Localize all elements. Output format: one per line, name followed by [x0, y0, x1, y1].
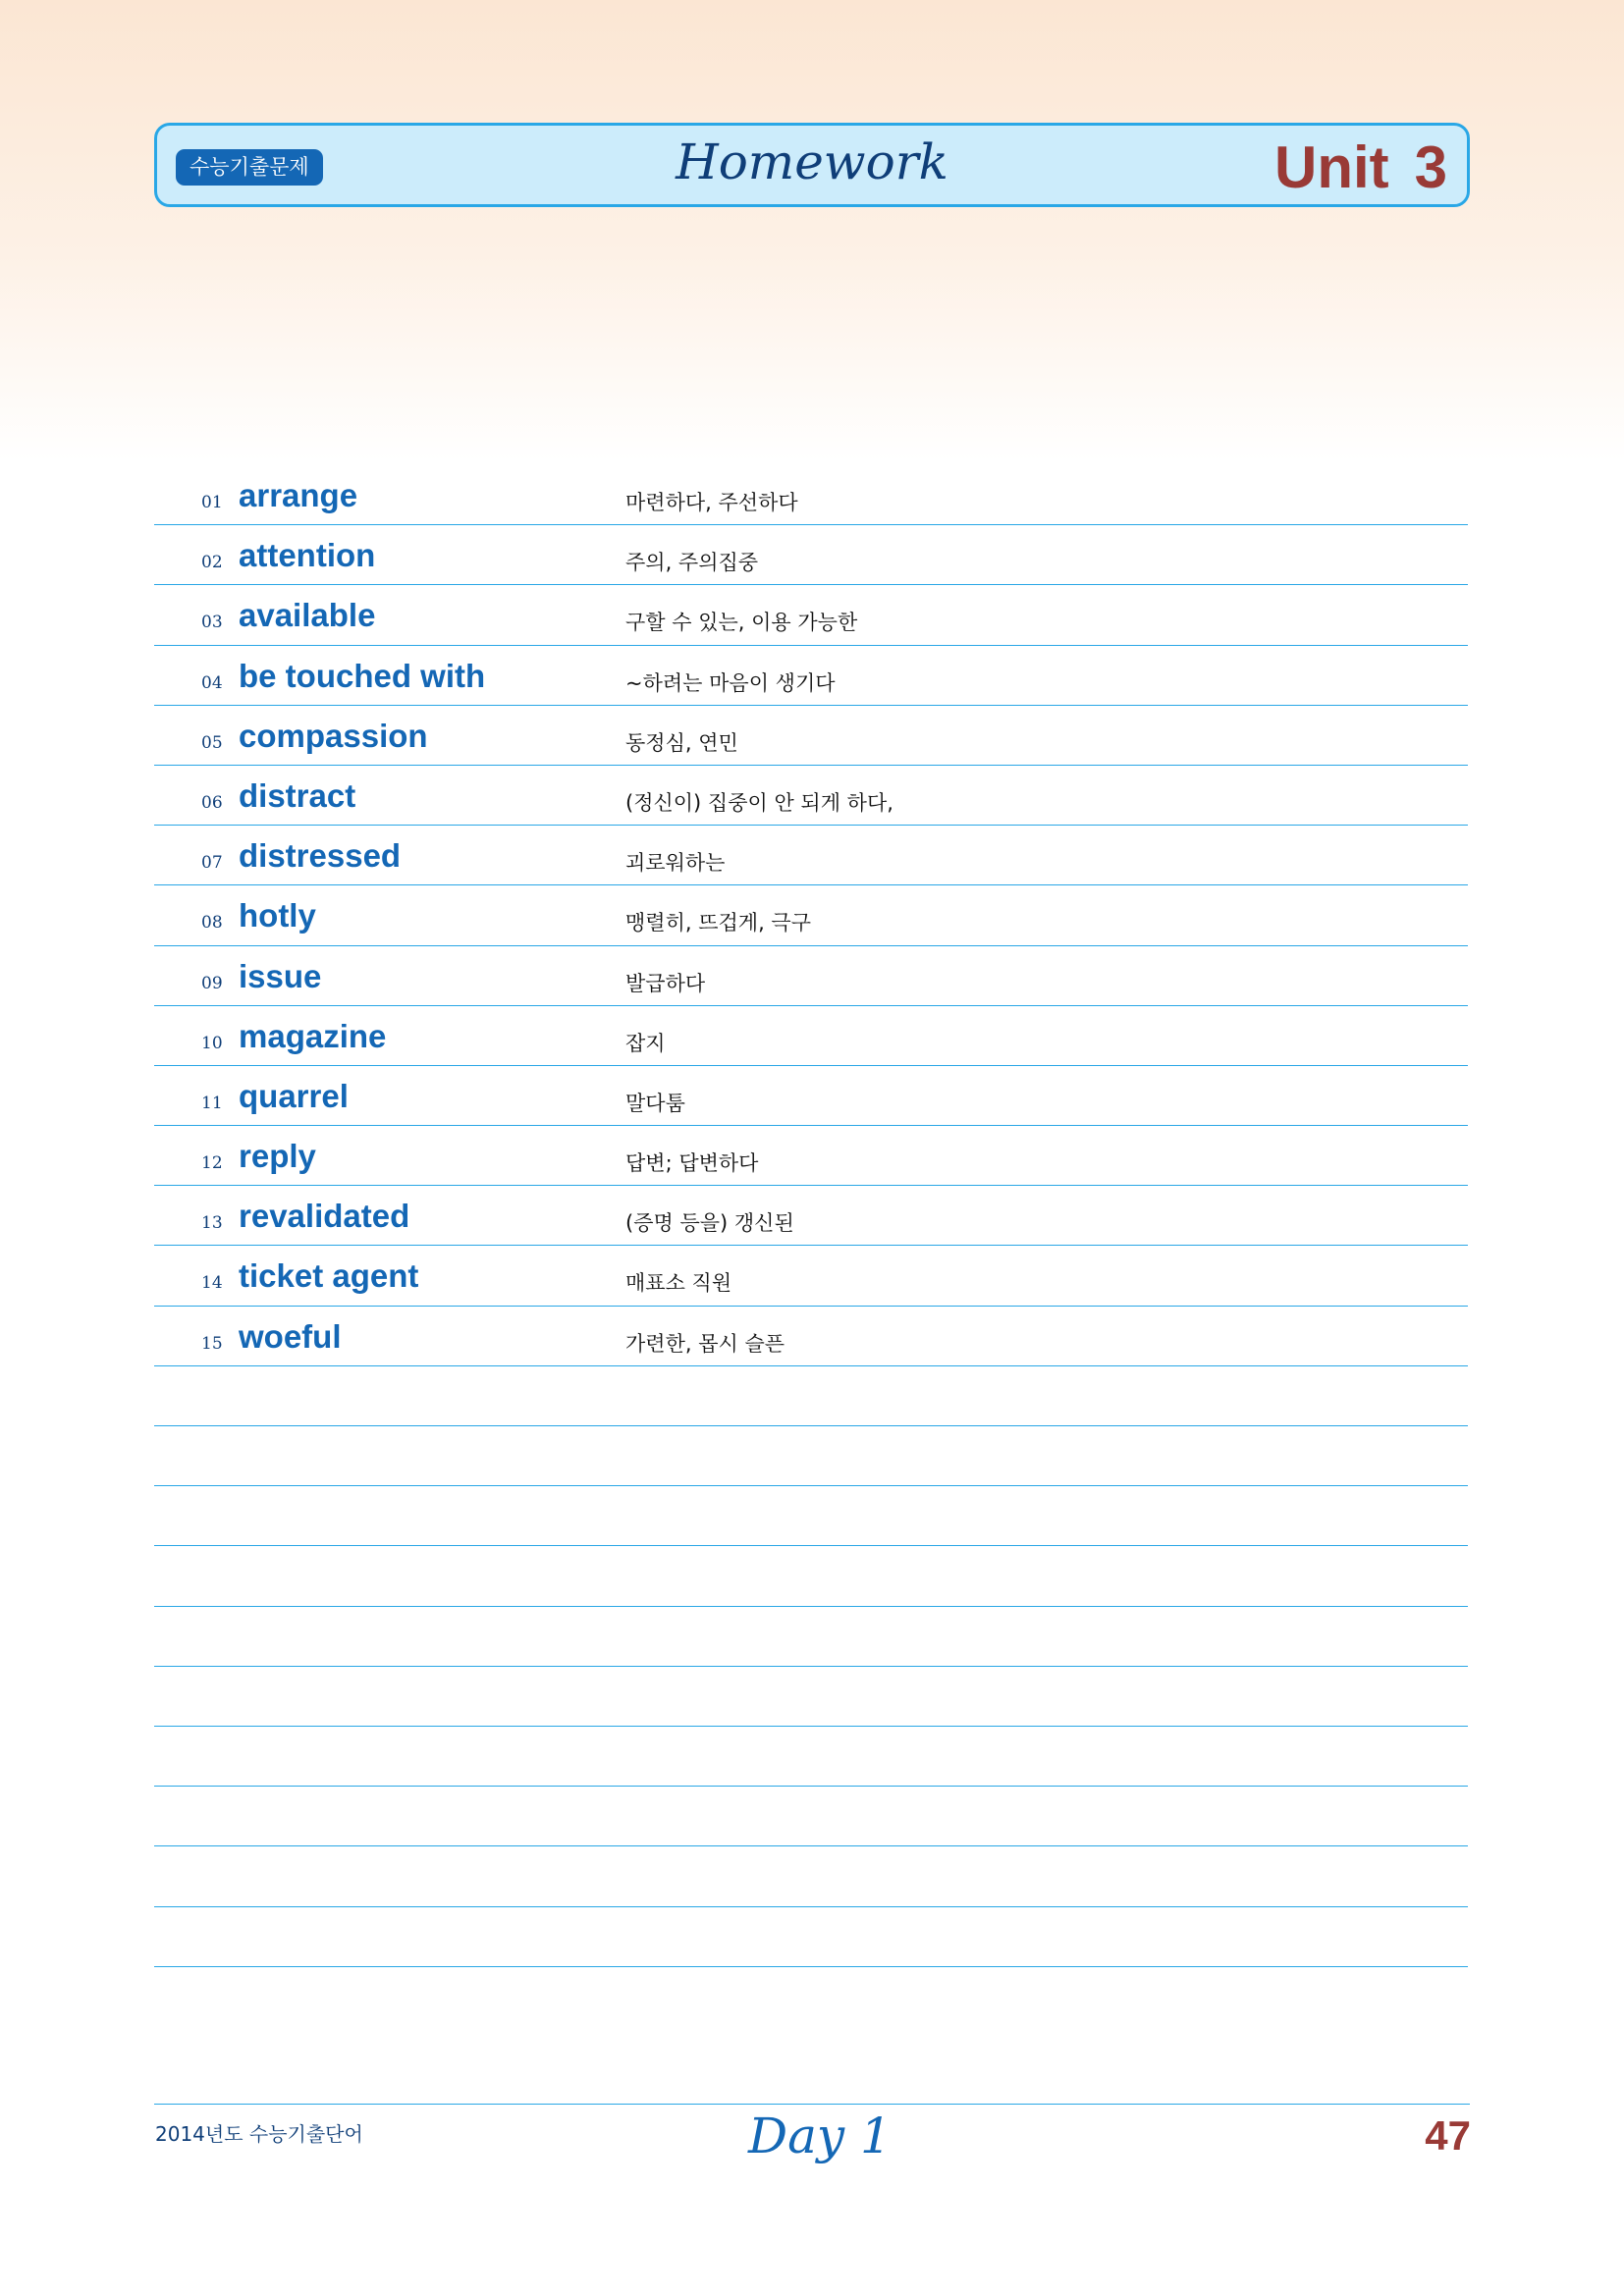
- vocab-word: attention: [239, 537, 376, 574]
- vocab-row: [154, 885, 1468, 945]
- vocab-word: magazine: [239, 1017, 387, 1054]
- vocab-word: available: [239, 597, 376, 634]
- vocab-word: distressed: [239, 837, 402, 875]
- vocab-meaning: (증명 등을) 갱신된: [625, 1211, 794, 1236]
- vocab-meaning: ~하려는 마음이 생기다: [625, 670, 836, 695]
- vocab-row: [154, 1307, 1468, 1366]
- vocab-row: [154, 1246, 1468, 1306]
- item-number: 09: [201, 973, 223, 993]
- vocab-row: [154, 585, 1468, 645]
- vocab-word: arrange: [239, 477, 358, 513]
- vocab-word: distract: [239, 776, 356, 814]
- vocab-meaning: 답변; 답변하다: [625, 1151, 759, 1176]
- blank-row: [154, 1846, 1468, 1906]
- vocab-word: woeful: [239, 1317, 342, 1355]
- page-number: 47: [1425, 2112, 1471, 2159]
- vocab-word: revalidated: [239, 1198, 410, 1235]
- vocab-list: [154, 465, 1468, 1967]
- vocab-meaning: 괴로워하는: [625, 851, 726, 876]
- blank-row: [154, 1546, 1468, 1606]
- unit-label: [1274, 133, 1447, 201]
- vocab-meaning: 가련한, 몹시 슬픈: [625, 1331, 785, 1356]
- vocab-row: [154, 706, 1468, 766]
- blank-row: [154, 1667, 1468, 1727]
- blank-row: [154, 1607, 1468, 1667]
- item-number: 08: [201, 913, 223, 934]
- vocab-meaning: 발급하다: [625, 971, 706, 995]
- vocab-word: ticket agent: [239, 1257, 419, 1295]
- item-number: 11: [201, 1093, 223, 1113]
- unit-word: Unit: [1273, 134, 1389, 200]
- vocab-word: compassion: [239, 717, 428, 754]
- vocab-row: [154, 646, 1468, 706]
- item-number: 05: [201, 732, 223, 753]
- vocab-row: [154, 766, 1468, 826]
- vocab-word: hotly: [239, 897, 316, 934]
- vocab-row: [154, 1066, 1468, 1126]
- vocab-row: [154, 465, 1468, 525]
- item-number: 04: [201, 672, 223, 693]
- unit-number: 3: [1414, 134, 1447, 200]
- item-number: 12: [201, 1153, 223, 1174]
- vocab-meaning: 구할 수 있는, 이용 가능한: [625, 611, 858, 635]
- vocab-row: [154, 826, 1468, 885]
- vocab-meaning: 맹렬히, 뜨겁게, 극구: [625, 911, 811, 935]
- blank-row: [154, 1907, 1468, 1967]
- vocab-word: issue: [239, 957, 322, 994]
- item-number: 01: [201, 493, 223, 512]
- exam-badge: 수능기출문제: [176, 149, 323, 186]
- item-number: 02: [201, 553, 223, 573]
- vocab-meaning: 잡지: [625, 1031, 666, 1055]
- item-number: 06: [201, 792, 223, 813]
- vocab-row: [154, 1006, 1468, 1066]
- item-number: 14: [201, 1273, 223, 1294]
- blank-row: [154, 1787, 1468, 1846]
- vocab-meaning: 마련하다, 주선하다: [625, 491, 798, 514]
- vocab-meaning: 매표소 직원: [625, 1271, 732, 1296]
- vocab-row: [154, 1126, 1468, 1186]
- vocab-row: [154, 1186, 1468, 1246]
- blank-row: [154, 1366, 1468, 1426]
- footer-divider: [154, 2104, 1470, 2105]
- vocab-row: [154, 946, 1468, 1006]
- book-title: 2014년도 수능기출단어: [155, 2122, 363, 2146]
- vocab-meaning: (정신이) 집중이 안 되게 하다,: [625, 790, 893, 815]
- item-number: 15: [201, 1333, 223, 1354]
- vocab-meaning: 말다툼: [625, 1091, 685, 1115]
- blank-row: [154, 1426, 1468, 1486]
- vocab-word: reply: [239, 1138, 316, 1175]
- item-number: 07: [201, 853, 223, 874]
- vocab-word: be touched with: [239, 657, 486, 694]
- blank-row: [154, 1727, 1468, 1787]
- vocab-meaning: 주의, 주의집중: [625, 551, 759, 575]
- item-number: 03: [201, 613, 223, 633]
- vocab-meaning: 동정심, 연민: [625, 730, 738, 755]
- blank-row: [154, 1486, 1468, 1546]
- item-number: 10: [201, 1033, 223, 1053]
- vocab-word: quarrel: [239, 1077, 349, 1114]
- homework-title: Homework: [676, 133, 948, 190]
- day-label: Day 1: [748, 2108, 892, 2164]
- item-number: 13: [201, 1213, 223, 1234]
- unit-header-box: [154, 123, 1470, 207]
- vocab-row: [154, 525, 1468, 585]
